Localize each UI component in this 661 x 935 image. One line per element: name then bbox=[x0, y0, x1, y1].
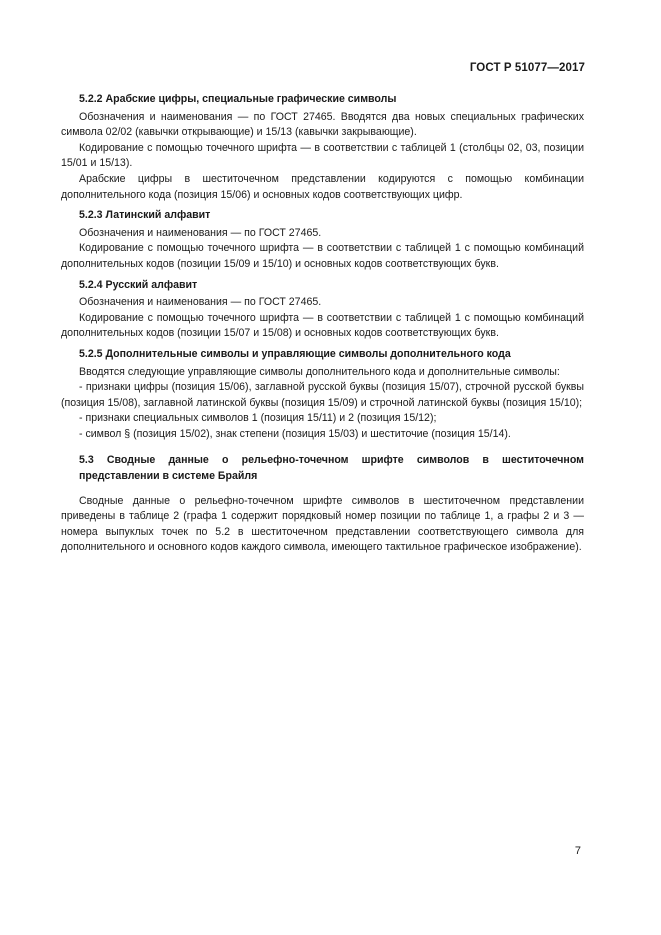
page-content bbox=[61, 92, 584, 556]
paragraph: Вводятся следующие управляющие символы дополнительного кода и дополнительные символы: bbox=[79, 365, 560, 378]
paragraph: Сводные данные о рельефно-точечном шрифте символов в шеститочечном представлении приведены в таблице 2 (графа 1 содержит порядковый номер позиции по таблице 1, а графы 2 и 3 — номера выпуклых точек по 5.2 в шеститочечном представлении соответствующего символа для дополнительного и основного кодов каждого символа, имеющего тактильное графическое изображение). bbox=[61, 494, 584, 554]
paragraph: Кодирование с помощью точечного шрифта — в соответствии с таблицей 1 с помощью комбинаций дополнительных кодов (позиции 15/07 и 15/08) и основных кодов соответствующих букв. bbox=[61, 311, 584, 340]
section-heading-5-2-5: 5.2.5 Дополнительные символы и управляющие символы дополнительного кода bbox=[79, 347, 511, 360]
list-item: - символ § (позиция 15/02), знак степени (позиция 15/03) и шеститочие (позиция 15/14). bbox=[79, 427, 511, 440]
paragraph: Кодирование с помощью точечного шрифта — в соответствии с таблицей 1 (столбцы 02, 03, позиции 15/01 и 15/13). bbox=[61, 141, 584, 170]
list-item: - признаки специальных символов 1 (позиция 15/11) и 2 (позиция 15/12); bbox=[79, 412, 437, 425]
section-heading-5-3: 5.3 Сводные данные о рельефно-точечном шрифте символов в шеститочечном представлении в системе Брайля bbox=[79, 454, 584, 483]
section-heading-5-2-2: 5.2.2 Арабские цифры, специальные графические символы bbox=[79, 93, 397, 105]
page-number: 7 bbox=[574, 845, 581, 857]
paragraph: Обозначения и наименования — по ГОСТ 27465. Вводятся два новых специальных графических символа 02/02 (кавычки открывающие) и 15/13 (кавычки закрывающие). bbox=[61, 110, 584, 139]
paragraph: Обозначения и наименования — по ГОСТ 27465. bbox=[79, 226, 322, 239]
section-heading-5-2-4: 5.2.4 Русский алфавит bbox=[79, 278, 198, 291]
section-heading-5-2-3: 5.2.3 Латинский алфавит bbox=[79, 209, 211, 222]
document-code-header: ГОСТ Р 51077—2017 bbox=[469, 62, 585, 74]
paragraph: Обозначения и наименования — по ГОСТ 27465. bbox=[79, 296, 322, 309]
paragraph: Кодирование с помощью точечного шрифта — в соответствии с таблицей 1 с помощью комбинаций дополнительных кодов (позиции 15/09 и 15/10) и основных кодов соответствующих букв. bbox=[61, 242, 584, 270]
list-item: - признаки цифры (позиция 15/06), заглавной русской буквы (позиция 15/07), строчной русской буквы (позиция 15/08), заглавной латинской буквы (позиция 15/09) и строчной латинской буквы (позиция 15/10); bbox=[61, 381, 584, 409]
paragraph: Арабские цифры в шеститочечном представлении кодируются с помощью комбинации дополнительного кода (позиция 15/06) и основных кодов соответствующих цифр. bbox=[61, 172, 584, 201]
